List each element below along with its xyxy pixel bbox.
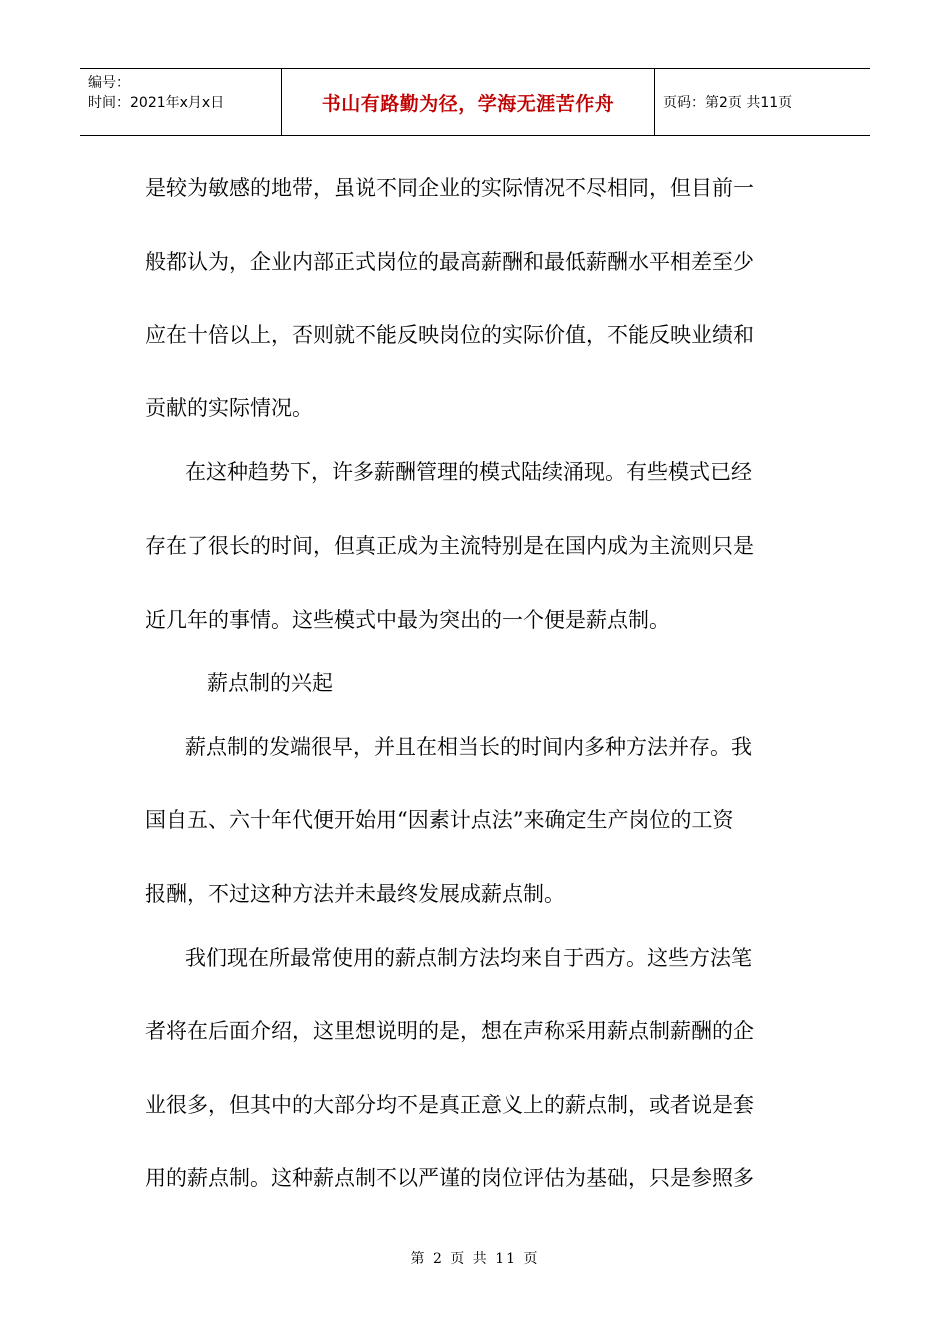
text-line: 般都认为，企业内部正式岗位的最高薪酬和最低薪酬水平相差至少 [145,250,754,274]
text-line: 应在十倍以上，否则就不能反映岗位的实际价值，不能反映业绩和 [145,323,754,347]
text-line: 者将在后面介绍，这里想说明的是，想在声称采用薪点制薪酬的企 [145,1019,754,1043]
serial-label: 编号： [88,75,130,91]
text-line: 国自五、六十年代便开始用“因素计点法”来确定生产岗位的工资 [145,808,734,832]
page-header [80,68,870,136]
header-page-info [655,69,870,135]
motto-text: 书山有路勤为径，学海无涯苦作舟 [321,92,615,115]
text-line: 在这种趋势下，许多薪酬管理的模式陆续涌现。有些模式已经 [185,460,752,484]
text-line: 我们现在所最常使用的薪点制方法均来自于西方。这些方法笔 [185,946,752,970]
text-line: 业很多，但其中的大部分均不是真正意义上的薪点制，或者说是套 [145,1093,754,1117]
text-line: 存在了很长的时间，但真正成为主流特别是在国内成为主流则只是 [145,534,754,558]
text-line: 贡献的实际情况。 [145,396,313,420]
text-line: 报酬，不过这种方法并未最终发展成薪点制。 [145,882,565,906]
header-motto-cell [282,69,655,135]
time-label: 时间：2021年x月x日 [88,95,225,111]
text-line: 薪点制的发端很早，并且在相当长的时间内多种方法并存。我 [185,735,752,759]
footer-page-number: 第 2 页 共 11 页 [410,1251,540,1267]
text-line: 是较为敏感的地带，虽说不同企业的实际情况不尽相同，但目前一 [145,176,754,200]
section-heading: 薪点制的兴起 [207,671,333,695]
text-line: 用的薪点制。这种薪点制不以严谨的岗位评估为基础，只是参照多 [145,1166,754,1190]
page-footer [0,1248,950,1268]
text-line: 近几年的事情。这些模式中最为突出的一个便是薪点制。 [145,608,670,632]
page-info-text: 页码：第2页 共11页 [663,95,793,111]
header-meta [80,69,282,135]
